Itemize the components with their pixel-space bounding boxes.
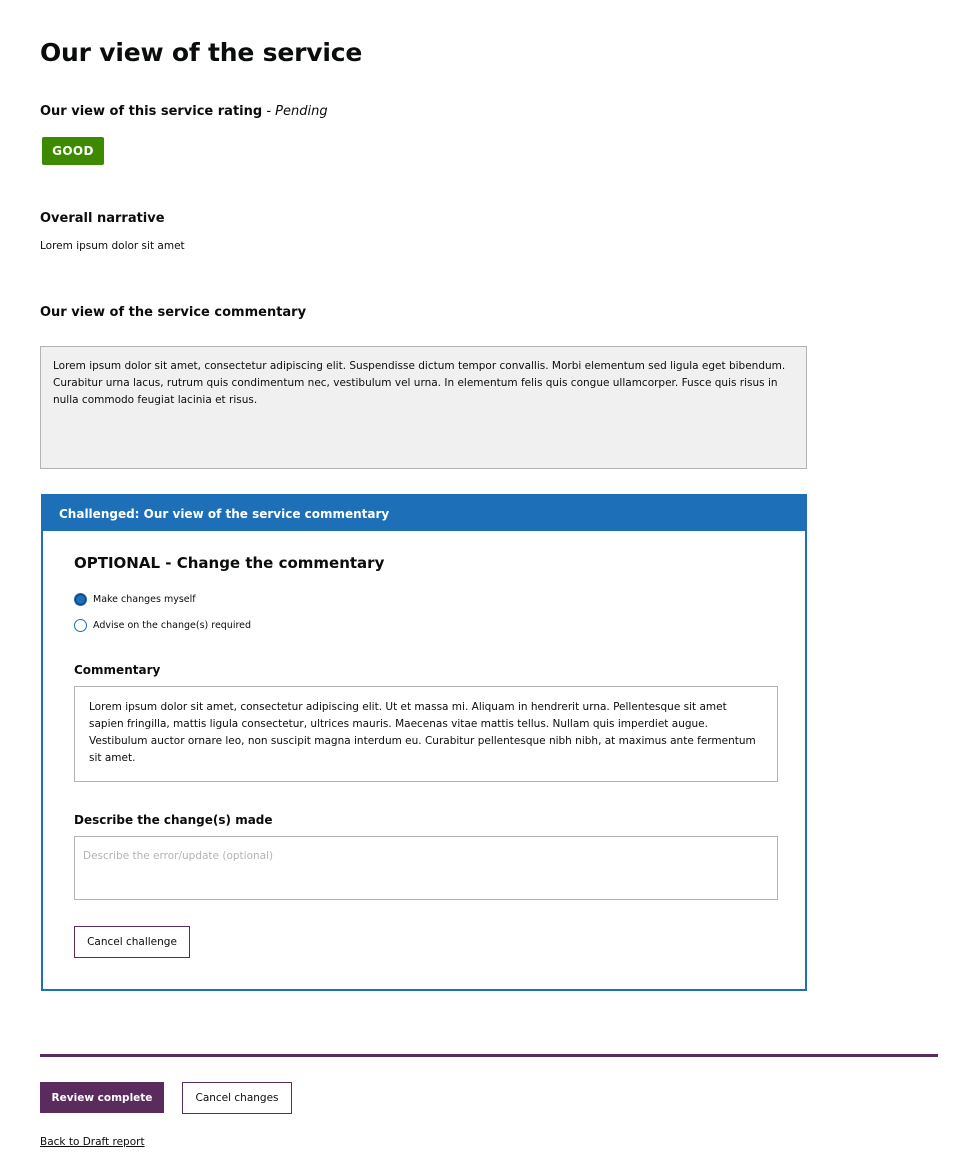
commentary-readonly-box: Lorem ipsum dolor sit amet, consectetur adipiscing elit. Suspendisse dictum tempor convallis. Morbi elementum sed ligula eget bibendum. Curabitur urna lacus, rutrum quis condimentum nec, vestibulum vel urna. In elementum felis quis congue ullamcorper. Fusce quis risus in nulla commodo feugiat lacinia et risus. <box>40 346 807 469</box>
back-to-draft-report-link[interactable]: Back to Draft report <box>40 1136 145 1148</box>
cancel-changes-button[interactable]: Cancel changes <box>182 1082 292 1114</box>
narrative-text: Lorem ipsum dolor sit amet <box>40 240 185 252</box>
describe-changes-textarea[interactable]: Describe the error/update (optional) <box>74 836 778 900</box>
commentary-field-label: Commentary <box>74 663 161 677</box>
describe-changes-label: Describe the change(s) made <box>74 813 273 827</box>
radio-advise-on-changes[interactable] <box>74 619 251 632</box>
rating-label <box>40 104 328 119</box>
radio-label: Make changes myself <box>93 594 196 605</box>
footer-divider <box>40 1054 938 1057</box>
radio-label: Advise on the change(s) required <box>93 620 252 631</box>
challenge-panel-header: Challenged: Our view of the service commentary <box>43 496 805 531</box>
page-title: Our view of the service <box>40 38 363 67</box>
rating-status: Pending <box>275 104 328 119</box>
radio-selected-icon[interactable] <box>74 593 87 606</box>
review-complete-button[interactable]: Review complete <box>40 1082 164 1113</box>
rating-label-text: Our view of this service rating <box>40 104 263 119</box>
rating-separator: - <box>262 104 276 119</box>
radio-unselected-icon[interactable] <box>74 619 87 632</box>
cancel-challenge-button[interactable]: Cancel challenge <box>74 926 190 958</box>
radio-make-changes-myself[interactable] <box>74 593 196 606</box>
narrative-heading: Overall narrative <box>40 211 165 226</box>
challenge-panel <box>41 494 807 991</box>
rating-badge: GOOD <box>42 137 104 165</box>
commentary-heading: Our view of the service commentary <box>40 305 307 320</box>
commentary-textarea[interactable]: Lorem ipsum dolor sit amet, consectetur adipiscing elit. Ut et massa mi. Aliquam in hendrerit urna. Pellentesque sit amet sapien fringilla, mattis ligula consectetur, ultrices mauris. Maecenas vitae mattis tellus. Nullam quis imperdiet augue. Vestibulum auctor ornare leo, non suscipit magna interdum eu. Curabitur pellentesque nibh nibh, at maximus ante fermentum sit amet. <box>74 686 778 782</box>
optional-change-heading: OPTIONAL - Change the commentary <box>74 554 385 572</box>
